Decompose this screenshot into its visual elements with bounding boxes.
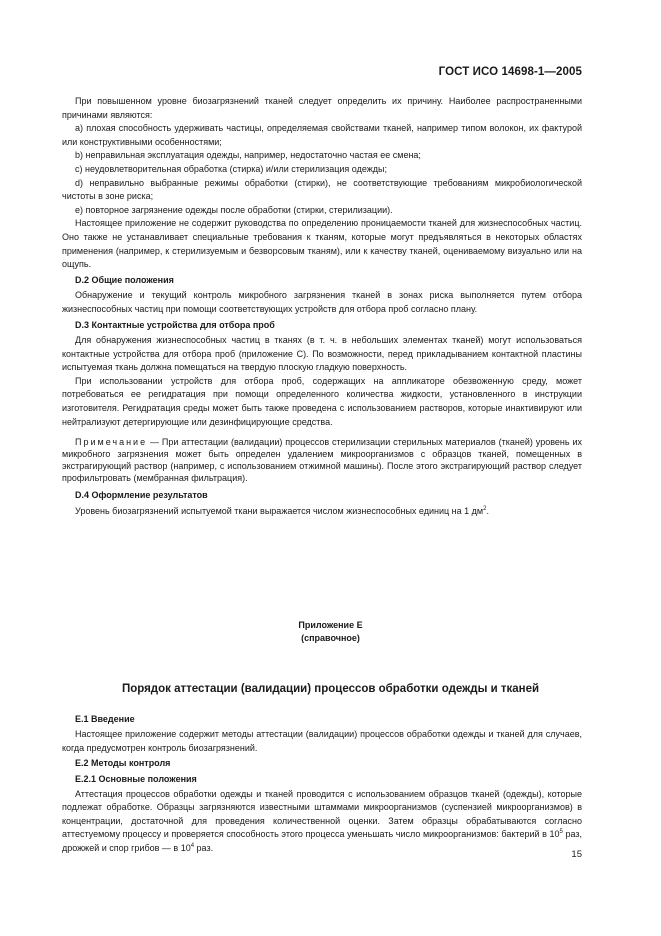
note-text: — При аттестации (валидации) процессов стерилизации стерильных материалов (тканей) уровень их микробного загрязнения может быть определен удалением микроорганизмов с образцов тканей, помещенных в экстрагирующий раствор (например, с использованием отжимной машины). После этого экстрагирующий раствор следует профильтровать (мембранная фильтрация). bbox=[62, 437, 582, 483]
d4-paragraph bbox=[62, 505, 582, 519]
section-heading-d3: D.3 Контактные устройства для отбора проб bbox=[75, 319, 275, 330]
section-heading-e21: Е.2.1 Основные положения bbox=[75, 773, 197, 784]
intro-paragraph: При повышенном уровне биозагрязнений тканей следует определить их причину. Наиболее распространенными причинами являются: bbox=[62, 96, 582, 120]
appendix-e-title: Порядок аттестации (валидации) процессов обработки одежды и тканей bbox=[121, 683, 540, 695]
list-item-c: c) неудовлетворительная обработка (стирка) и/или стерилизация одежды; bbox=[75, 163, 387, 174]
note-paragraph bbox=[62, 437, 582, 484]
e21-tail: раз. bbox=[194, 842, 214, 853]
list-item-b: b) неправильная эксплуатация одежды, например, недостаточно частая ее смена; bbox=[75, 150, 421, 161]
document-code-header: ГОСТ ИСО 14698-1—2005 bbox=[438, 66, 582, 78]
section-heading-e1: Е.1 Введение bbox=[75, 714, 135, 724]
note-label: Примечание bbox=[75, 437, 148, 448]
appendix-subtitle: (справочное) bbox=[301, 633, 360, 643]
intro-paragraph-2: Настоящее приложение не содержит руководства по определению проницаемости тканей для жизнеспособных частиц. Оно также не устанавливает специальные требования к тканям, которые могут предъявляться в некоторых областях применения (например, к стерилизуемым и безворсовым тканям), или к качеству тканей, оцениваемому визуально или на ощупь. bbox=[62, 218, 582, 270]
list-item-a: а) плохая способность удерживать частицы, определяемая свойствами тканей, например типом волокон, их фактурой или конструктивными особенностями; bbox=[62, 123, 582, 147]
d3-paragraph-1: Для обнаружения жизнеспособных частиц в тканях (в т. ч. в небольших элементах тканей) могут использоваться контактные устройства для отбора проб (приложение С). По возможности, перед прикладыванием контактной пластины испытуемая ткань должна помещаться на твердую плоскую гладкую поверхность. bbox=[62, 335, 582, 373]
section-d-content bbox=[62, 95, 582, 519]
e21-exponent-2: 4 bbox=[190, 842, 195, 849]
list-item-d: d) неправильно выбранные режимы обработки (стирки), не соответствующие требованиям микробиологической чистоты в зоне риска; bbox=[62, 177, 582, 202]
e21-mid: раз, дрожжей и спор грибов — в 10 bbox=[62, 829, 582, 853]
d3-paragraph-2: При использовании устройств для отбора проб, содержащих на аппликаторе обезвоженную среду, может потребоваться ее регидратация при помощи определенного количества жидкости, установленного в инструкции изготовителя. Регидратация среды может быть также проведена с использованием растворов, которые инактивируют или нейтрализуют детергирующие или дезинфицирующие средства. bbox=[62, 375, 582, 427]
d2-paragraph: Обнаружение и текущий контроль микробного загрязнения тканей в зонах риска выполняется путем отбора жизнеспособных частиц при помощи соответствующих устройств для отбора проб согласно плану. bbox=[62, 290, 582, 314]
e21-paragraph bbox=[62, 788, 582, 855]
section-heading-d4: D.4 Оформление результатов bbox=[75, 490, 208, 501]
list-item-e: e) повторное загрязнение одежды после обработки (стирки, стерилизации). bbox=[75, 204, 393, 215]
page-number: 15 bbox=[571, 849, 582, 860]
d4-tail: . bbox=[486, 506, 489, 517]
d4-exponent: 2 bbox=[483, 506, 487, 513]
d4-text: Уровень биозагрязнений испытуемой ткани выражается числом жизнеспособных единиц на 1 дм bbox=[75, 506, 484, 517]
appendix-heading bbox=[0, 619, 661, 645]
e21-exponent-1: 5 bbox=[559, 829, 563, 836]
e21-text: Аттестация процессов обработки одежды и тканей проводится с использованием образцов тканей (одежды), которые подлежат обработке. Образцы загрязняются известными штаммами микроорганизмов (суспензией микроорганизмов) в концентрации, достаточной для проведения количественной оценки. Затем образцы обрабатываются согласно аттестуемому процессу и проверяется способность этого процесса уменьшать число микроорганизмов: бактерий в 10 bbox=[62, 789, 582, 840]
section-heading-e2: Е.2 Методы контроля bbox=[75, 758, 171, 769]
e1-paragraph: Настоящее приложение содержит методы аттестации (валидации) процессов обработки одежды и тканей для случаев, когда предусмотрен контроль биозагрязнений. bbox=[62, 729, 582, 753]
appendix-title: Приложение Е bbox=[298, 620, 363, 630]
section-e-content bbox=[62, 711, 582, 855]
section-heading-d2: D.2 Общие положения bbox=[75, 274, 174, 285]
